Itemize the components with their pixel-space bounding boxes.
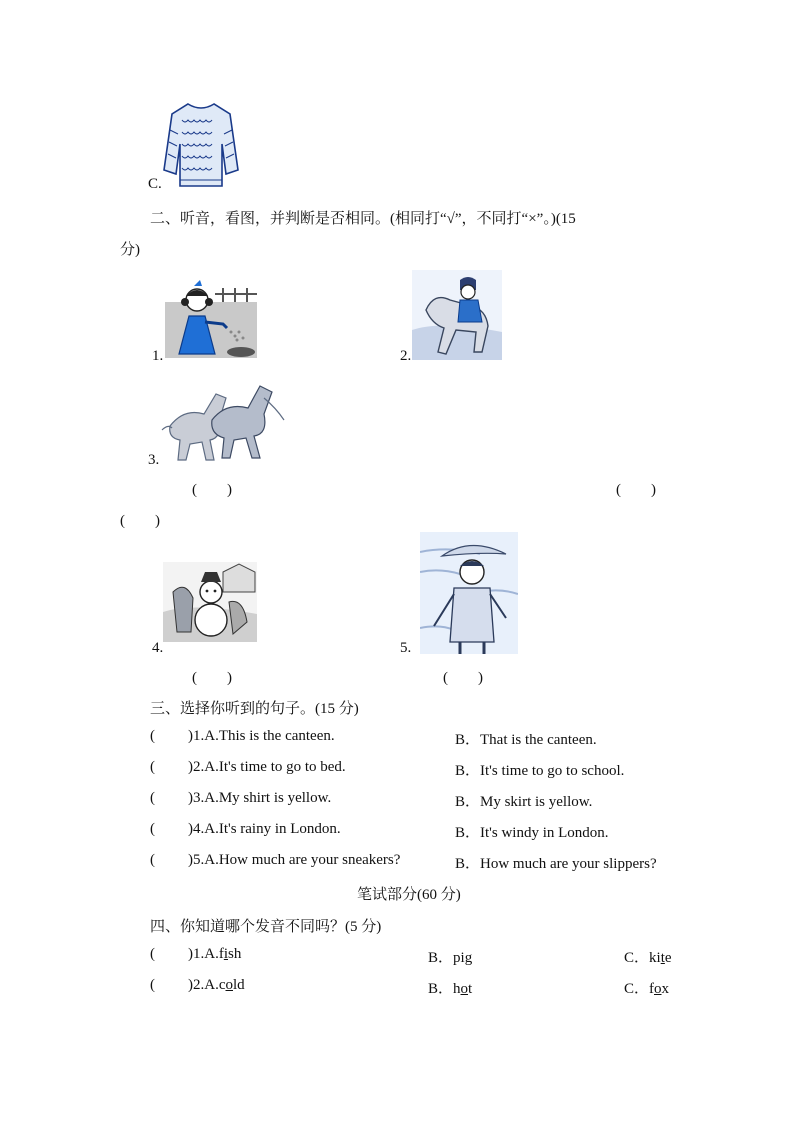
answer-paren-3[interactable]: ( ) — [120, 513, 160, 529]
section2-title: 二、听音，看图，并判断是否相同。(相同打“√”，不同打“×”。)(15 — [150, 211, 576, 227]
answer-paren[interactable]: ( — [150, 821, 155, 837]
answer-paren[interactable]: ( — [150, 852, 155, 868]
option-b: B．My skirt is yellow. — [455, 794, 593, 810]
option-a: )4.A.It's rainy in London. — [188, 821, 341, 837]
option-b: B．It's windy in London. — [455, 825, 609, 841]
answer-paren-5[interactable]: ( ) — [443, 670, 483, 686]
option-c: C．fox — [624, 981, 670, 997]
pic-label-2: 2. — [400, 348, 412, 364]
option-a: )1.A.fish — [188, 946, 242, 962]
written-part-title: 笔试部分(60 分) — [357, 887, 461, 903]
girl-watering-picture — [165, 272, 257, 358]
pic-label-3: 3. — [148, 452, 160, 468]
option-b: B．That is the canteen. — [455, 732, 597, 748]
option-b: B．It's time to go to school. — [455, 763, 625, 779]
answer-paren[interactable]: ( — [150, 759, 155, 775]
option-b: B．pig — [428, 950, 473, 966]
option-a: )2.A.cold — [188, 977, 245, 993]
pic-label-5: 5. — [400, 640, 412, 656]
boy-riding-horse-picture — [412, 270, 502, 360]
boy-windy-picture — [420, 532, 518, 654]
answer-paren[interactable]: ( — [150, 946, 155, 962]
option-a: )3.A.My shirt is yellow. — [188, 790, 332, 806]
answer-paren[interactable]: ( — [150, 790, 155, 806]
option-a: )1.A.This is the canteen. — [188, 728, 335, 744]
section2-title-cont: 分) — [120, 242, 140, 258]
section3-title: 三、选择你听到的句子。(15 分) — [150, 701, 359, 717]
horses-picture — [160, 368, 286, 464]
answer-paren-2[interactable]: ( ) — [616, 482, 656, 498]
answer-paren[interactable]: ( — [150, 728, 155, 744]
option-a: )5.A.How much are your sneakers? — [188, 852, 401, 868]
option-b: B．hot — [428, 981, 473, 997]
answer-paren[interactable]: ( — [150, 977, 155, 993]
option-b: B．How much are your slippers? — [455, 856, 657, 872]
section4-title: 四、你知道哪个发音不同吗？(5 分) — [150, 919, 382, 935]
option-a: )2.A.It's time to go to bed. — [188, 759, 346, 775]
option-c: C．kite — [624, 950, 672, 966]
answer-paren-1[interactable]: ( ) — [192, 482, 232, 498]
pic-label-4: 4. — [152, 640, 164, 656]
option-c-label: C. — [148, 176, 162, 192]
snowman-picture — [163, 562, 257, 642]
answer-paren-4[interactable]: ( ) — [192, 670, 232, 686]
pic-label-1: 1. — [152, 348, 164, 364]
sweater-picture — [160, 100, 242, 190]
